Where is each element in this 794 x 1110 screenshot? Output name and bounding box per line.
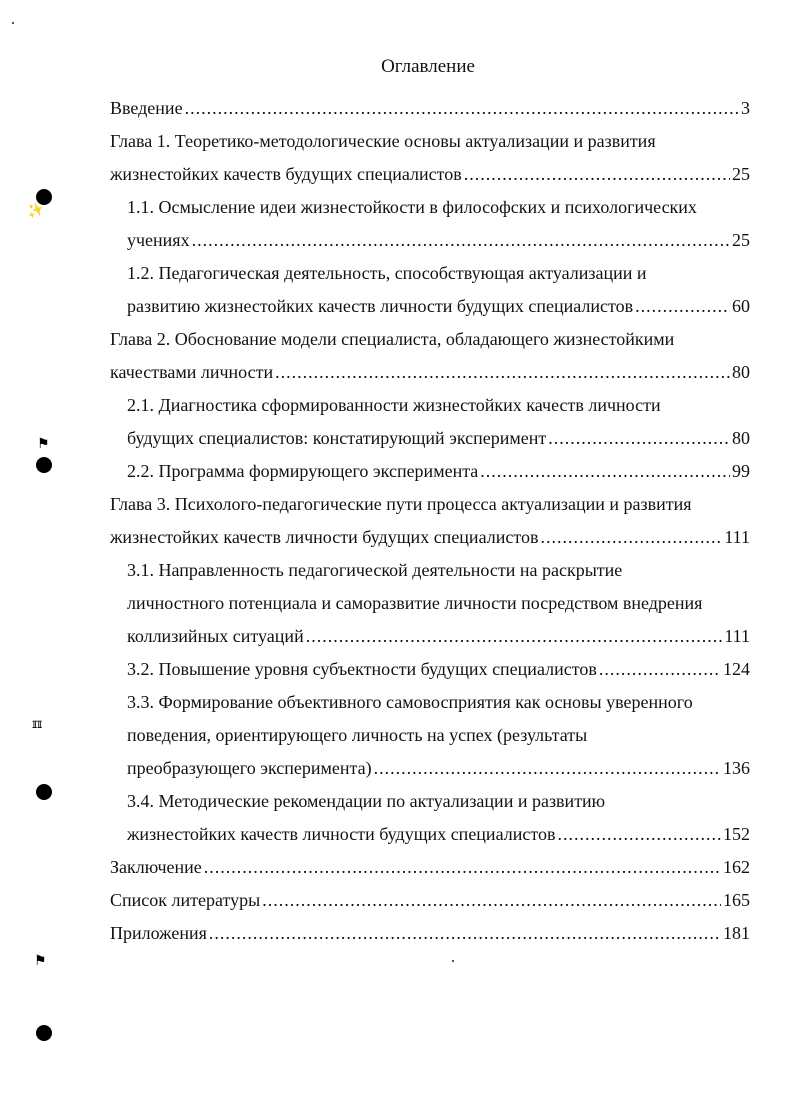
toc-entry-title: 2.1. Диагностика сформированности жизнестойких качеств личности — [127, 395, 661, 415]
binder-clip-mark: ⚑ — [34, 954, 47, 969]
toc-entry-title: будущих специалистов: констатирующий эксперимент — [127, 428, 547, 448]
toc-page-number: 25 — [732, 230, 750, 250]
toc-entry-title: 1.1. Осмысление идеи жизнестойкости в философских и психологических — [127, 197, 697, 217]
toc-entry-title: Заключение — [110, 857, 202, 877]
leader-dots — [262, 884, 721, 917]
scan-speck — [12, 22, 14, 24]
toc-page-number: 3 — [741, 98, 750, 118]
leader-dots — [464, 158, 730, 191]
punch-hole — [36, 457, 52, 473]
toc-page-number: 165 — [723, 890, 750, 910]
binder-clip-mark: ✨ — [24, 201, 47, 222]
leader-dots — [275, 356, 730, 389]
toc-entry-title: поведения, ориентирующего личность на успех (результаты — [127, 725, 588, 745]
leader-dots — [557, 818, 721, 851]
toc-page-number: 25 — [732, 164, 750, 184]
toc-entry-title: личностного потенциала и саморазвитие личности посредством внедрения — [127, 593, 703, 613]
toc-entry-title: Глава 2. Обоснование модели специалиста, обладающего жизнестойкими — [110, 329, 675, 349]
punch-hole — [36, 784, 52, 800]
leader-dots — [480, 455, 730, 488]
toc-entry-title: качествами личности — [110, 362, 274, 382]
leader-dots — [599, 653, 721, 686]
toc-entry-title: 3.2. Повышение уровня субъектности будущих специалистов — [127, 659, 597, 679]
toc-page-number: 181 — [723, 923, 750, 943]
leader-dots — [209, 917, 721, 950]
toc-page-number: 152 — [723, 824, 750, 844]
leader-dots — [635, 290, 730, 323]
leader-dots — [306, 620, 723, 653]
toc-entry-title: 3.1. Направленность педагогической деятельности на раскрытие — [127, 560, 623, 580]
leader-dots — [185, 92, 739, 125]
toc-page-number: 111 — [724, 626, 750, 646]
toc-entry-title: Приложения — [110, 923, 207, 943]
toc-entry-title: 1.2. Педагогическая деятельность, способствующая актуализации и — [127, 263, 647, 283]
toc-page-number: 80 — [732, 362, 750, 382]
toc-page-number: 136 — [723, 758, 750, 778]
page-title: Оглавление — [381, 56, 475, 77]
toc-entry-title: 2.2. Программа формирующего эксперимента — [127, 461, 479, 481]
toc-page-number: 99 — [732, 461, 750, 481]
leader-dots — [548, 422, 730, 455]
toc-page-number: 111 — [724, 527, 750, 547]
toc-entry-title: Список литературы — [110, 890, 261, 910]
toc-page-number: 80 — [732, 428, 750, 448]
toc-entry-title: Введение — [110, 98, 183, 118]
leader-dots — [204, 851, 721, 884]
toc-entry-title: 3.4. Методические рекомендации по актуализации и развитию — [127, 791, 606, 811]
toc-entry-title: преобразующего эксперимента) — [127, 758, 372, 778]
punch-hole — [36, 1025, 52, 1041]
toc-page-number: 162 — [723, 857, 750, 877]
toc-entry-title: жизнестойких качеств личности будущих специалистов — [127, 824, 556, 844]
toc-entry-title: жизнестойких качеств будущих специалистов — [110, 164, 462, 184]
toc-entry-title: учениях — [127, 230, 190, 250]
leader-dots — [192, 224, 730, 257]
toc-page-number: 124 — [723, 659, 750, 679]
toc-entry-title: развитию жизнестойких качеств личности будущих специалистов — [127, 296, 634, 316]
leader-dots — [540, 521, 722, 554]
toc-entry-title: коллизийных ситуаций — [127, 626, 304, 646]
scan-speck — [452, 960, 454, 962]
binder-clip-mark: ℼ — [32, 717, 43, 732]
toc-entry-title: 3.3. Формирование объективного самовосприятия как основы уверенного — [127, 692, 693, 712]
toc-entry-title: Глава 1. Теоретико-методологические основы актуализации и развития — [110, 131, 656, 151]
toc-entry-title: жизнестойких качеств личности будущих специалистов — [110, 527, 539, 547]
toc-entry-title: Глава 3. Психолого-педагогические пути процесса актуализации и развития — [110, 494, 692, 514]
binder-clip-mark: ⚑ — [37, 437, 50, 452]
toc-page-number: 60 — [732, 296, 750, 316]
leader-dots — [374, 752, 721, 785]
